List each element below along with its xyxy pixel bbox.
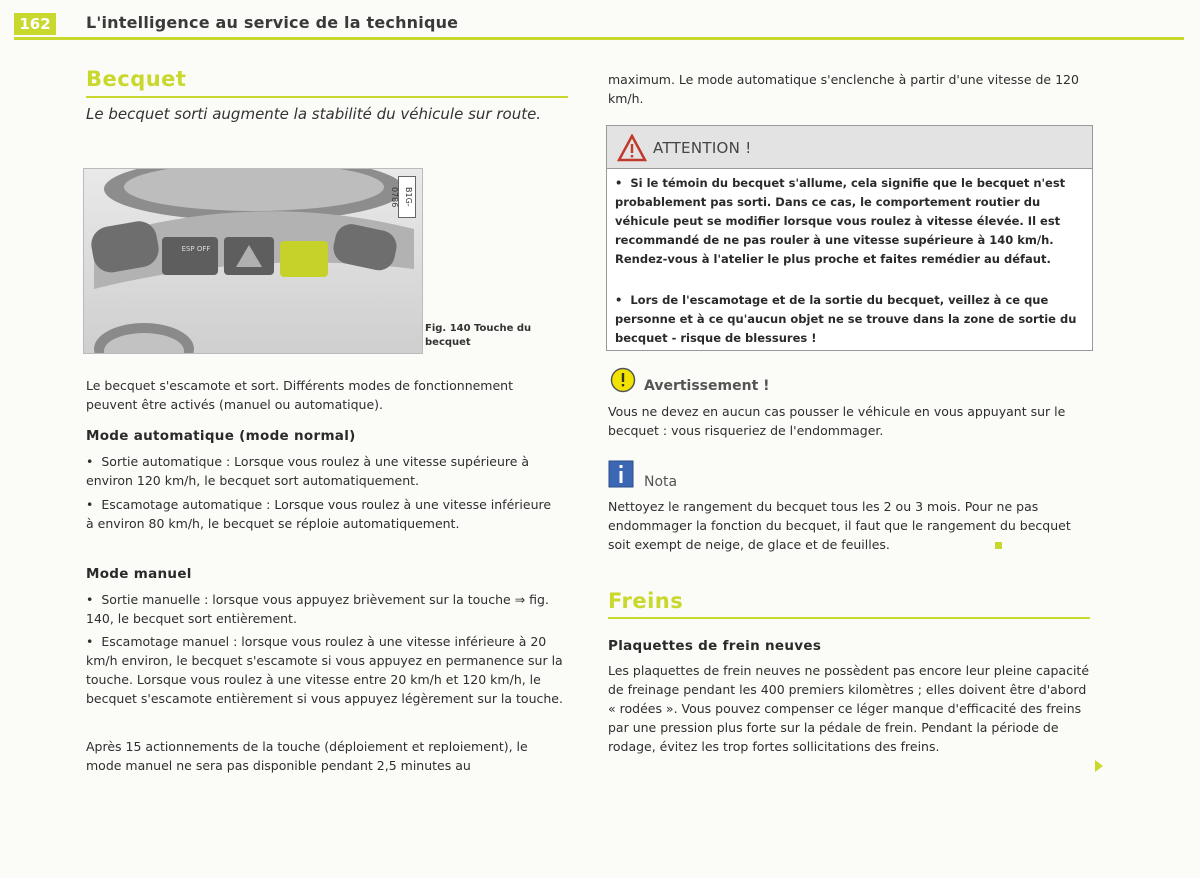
running-header: L'intelligence au service de la technique <box>86 13 459 32</box>
caution-title: Avertissement ! <box>644 378 770 394</box>
note-text: Nettoyez le rangement du becquet tous les 2 ou 3 mois. Pour ne pas endommager la fonction du becquet, il faut que le rangement du becquet soit exempt de neige, de glace et de feuilles. <box>608 499 1071 552</box>
warning-item-2: • Lors de l'escamotage et de la sortie du becquet, veillez à ce que personne et à ce qu'aucun objet ne se trouve dans la zone de sortie du becquet - risque de blessures ! <box>615 291 1083 348</box>
warning-title: ATTENTION ! <box>653 139 752 157</box>
section-title-freins: Freins <box>608 589 684 613</box>
figure-code: B1G-0786 <box>398 176 416 218</box>
continued-paragraph: maximum. Le mode automatique s'enclenche à partir d'une vitesse de 120 km/h. <box>608 72 1079 106</box>
note-title: Nota <box>644 474 678 490</box>
info-icon <box>608 460 634 488</box>
caution-text: Vous ne devez en aucun cas pousser le véhicule en vous appuyant sur le becquet : vous risqueriez de l'endommager. <box>608 404 1066 438</box>
continue-arrow-icon <box>1095 760 1103 772</box>
section-rule-freins <box>608 617 1090 619</box>
console-illustration <box>84 169 422 353</box>
intro-paragraph: Le becquet s'escamote et sort. Différents modes de fonctionnement peuvent être activés (manuel ou automatique). <box>86 378 514 412</box>
auto-item-1: • Sortie automatique : Lorsque vous roulez à une vitesse supérieure à environ 120 km/h, le becquet sort automatiquement. <box>86 452 556 490</box>
caution-icon <box>610 367 636 393</box>
final-paragraph: Après 15 actionnements de la touche (déploiement et reploiement), le mode manuel ne sera pas disponible pendant 2,5 minutes au <box>86 739 528 773</box>
auto-item-2: • Escamotage automatique : Lorsque vous roulez à une vitesse inférieure à environ 80 km/h, le becquet se réploie automatiquement. <box>86 495 556 533</box>
end-marker <box>995 542 1002 549</box>
manual-item-2: • Escamotage manuel : lorsque vous roulez à une vitesse inférieure à 20 km/h environ, le becquet s'escamote si vous appuyez en permanence sur la touche. Lorsque vous roulez à une vitesse entre 20 km/h et 120 km/h, le becquet s'escamote entièrement si vous appuyez légèrement sur la touche. <box>86 632 564 708</box>
lead-text: Le becquet sorti augmente la stabilité du véhicule sur route. <box>86 105 542 123</box>
figure-spoiler-button <box>83 168 423 354</box>
warning-triangle-icon <box>617 134 647 162</box>
section-rule <box>86 96 568 98</box>
manual-item-1: • Sortie manuelle : lorsque vous appuyez brièvement sur la touche ⇒ fig. 140, le becquet sort entièrement. <box>86 590 564 628</box>
subheading-brakes: Plaquettes de frein neuves <box>608 638 822 654</box>
warning-item-1: • Si le témoin du becquet s'allume, cela signifie que le becquet n'est probablement pas sorti. Dans ce cas, le comportement routier du véhicule peut se modifier lorsque vous roulez à vitesse élevée. Il est recommandé de ne pas rouler à une vitesse supérieure à 140 km/h. Rendez-vous à l'atelier le plus proche et faites remédier au défaut. <box>615 174 1083 269</box>
page-number: 162 <box>14 13 56 35</box>
subheading-auto: Mode automatique (mode normal) <box>86 428 356 444</box>
warning-box <box>606 125 1093 351</box>
subheading-manual: Mode manuel <box>86 566 192 582</box>
esp-off-label: ESP OFF <box>181 245 211 253</box>
header-rule <box>14 37 1184 40</box>
section-title-becquet: Becquet <box>86 67 187 91</box>
brakes-text: Les plaquettes de frein neuves ne possèdent pas encore leur pleine capacité de freinage pendant les 400 premiers kilomètres ; elles doivent être d'abord « rodées ». Vous pouvez compenser ce léger manque d'efficacité des freins par une pression plus forte sur la pédale de frein. Pendant la période de rodage, évitez les trop fortes sollicitations des freins. <box>608 663 1090 754</box>
figure-caption: Fig. 140 Touche du becquet <box>425 323 532 348</box>
